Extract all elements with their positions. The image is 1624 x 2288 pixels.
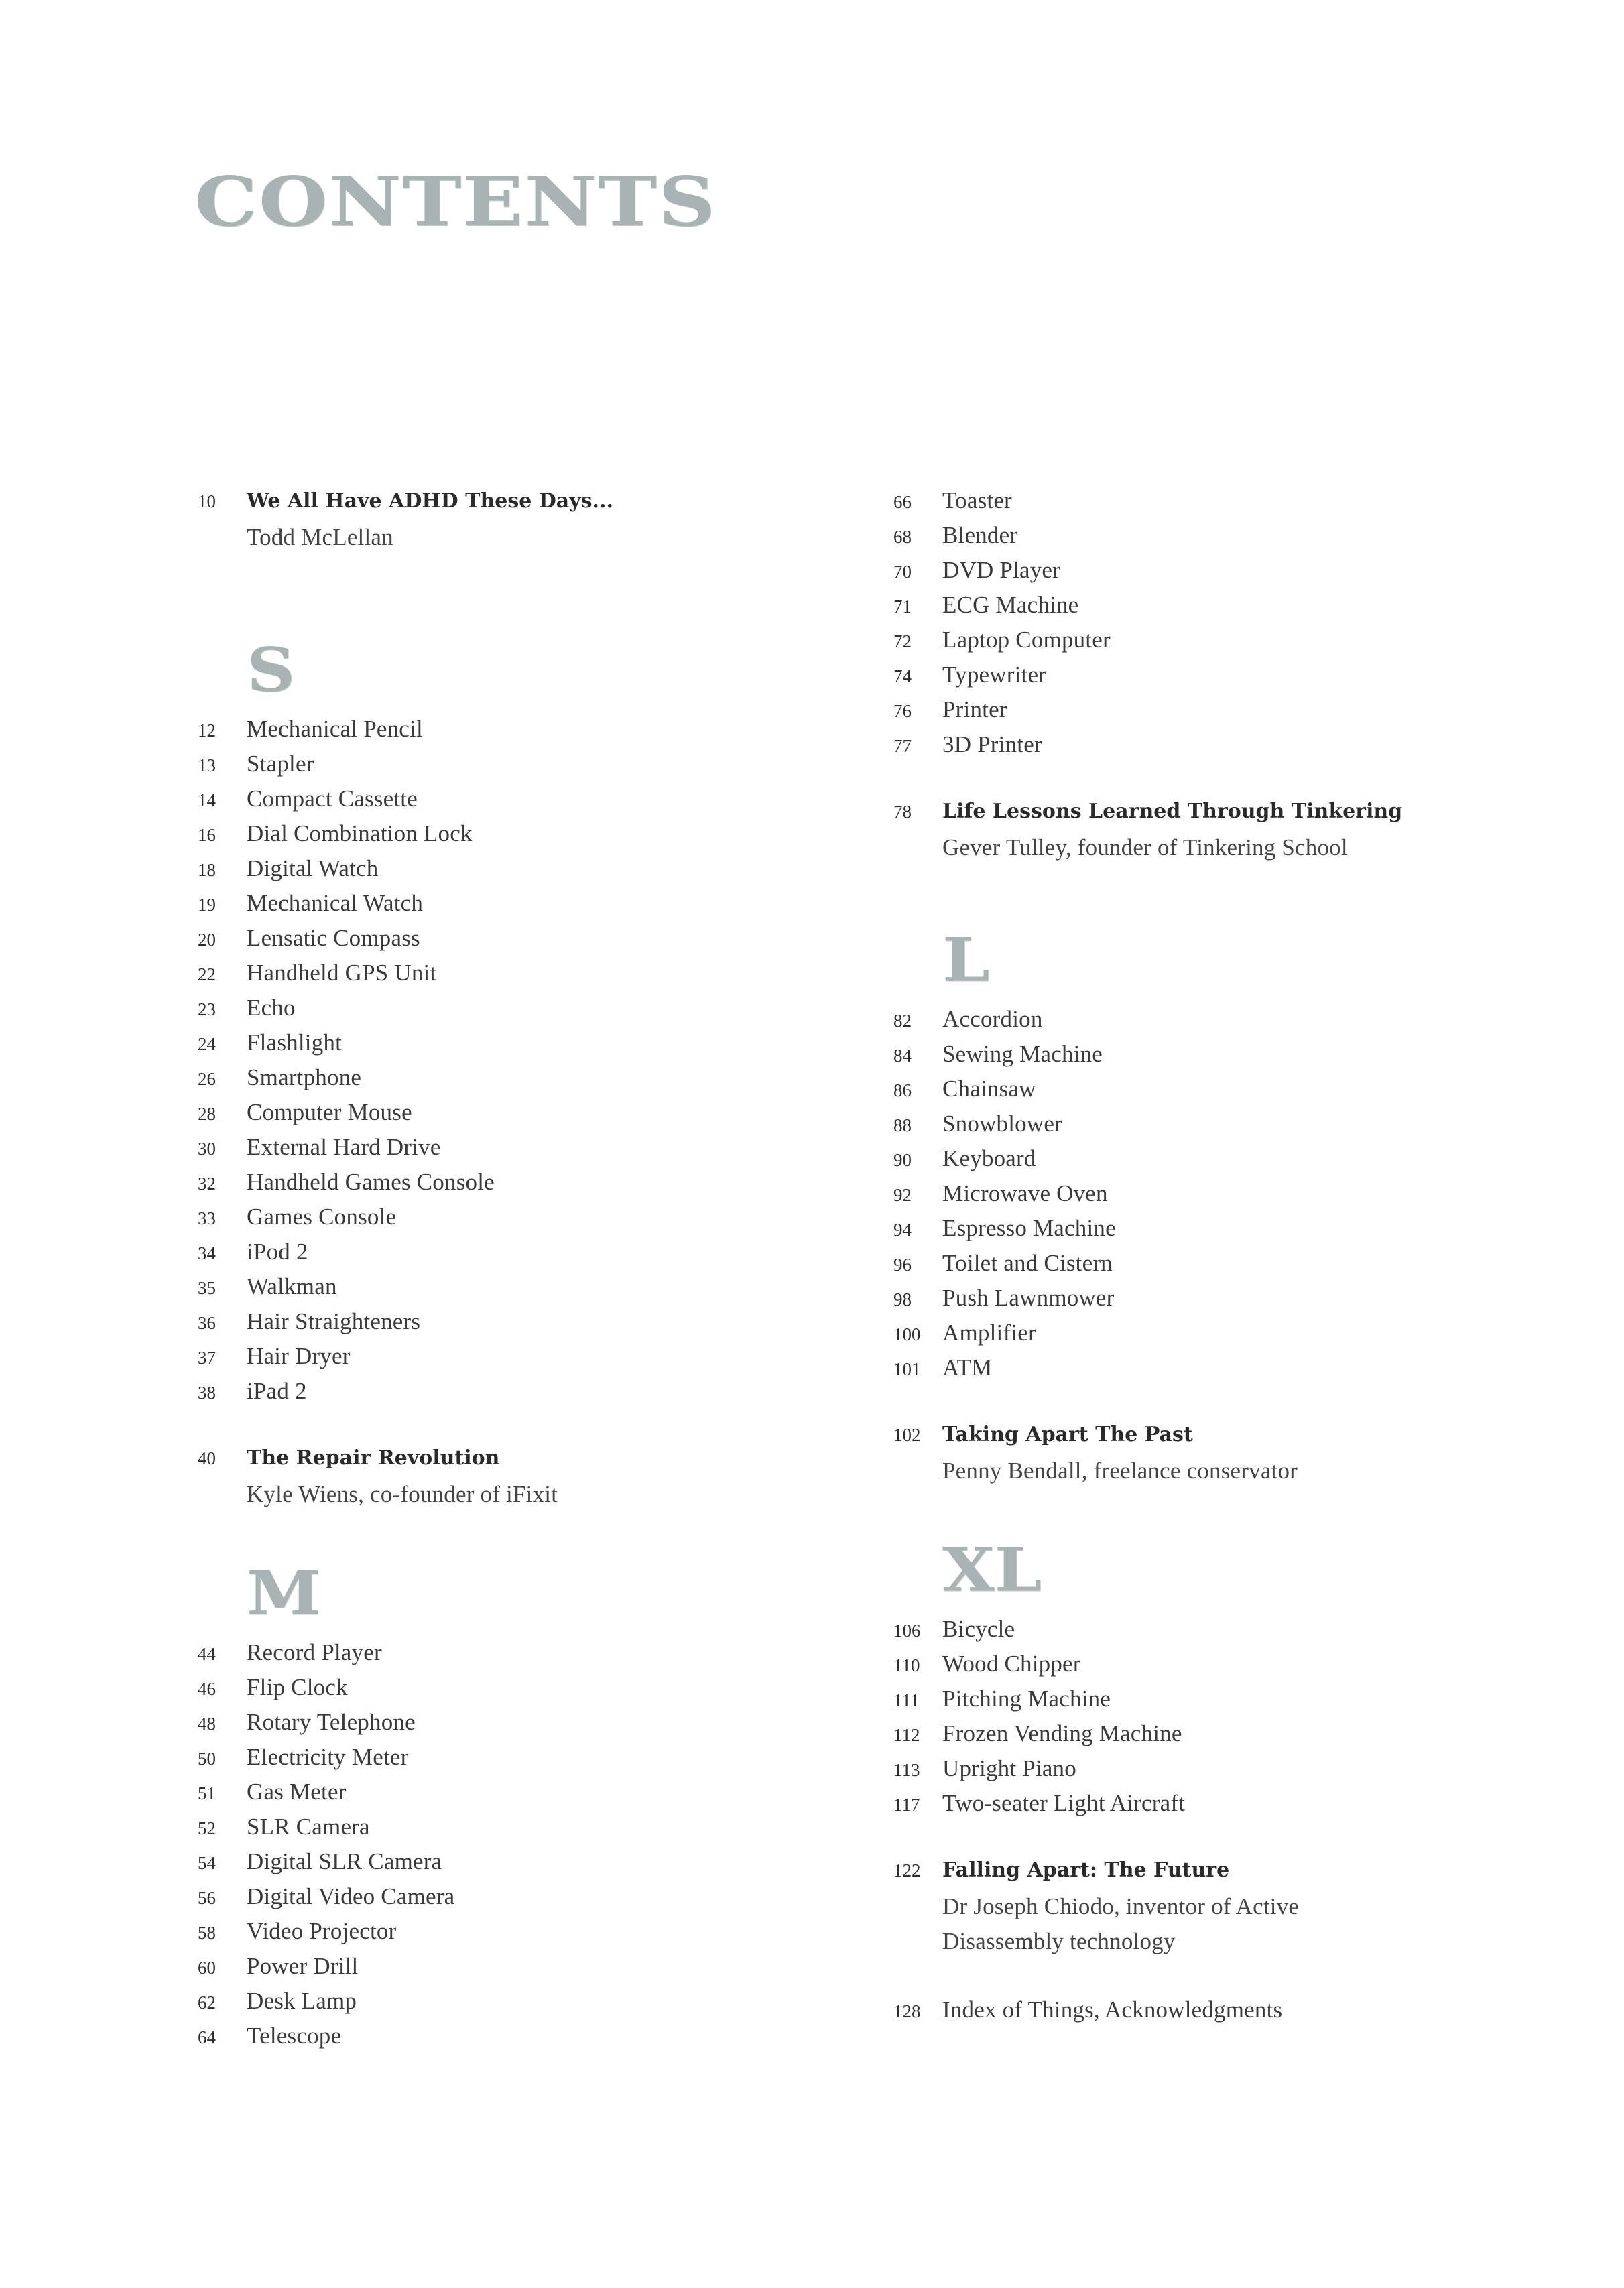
item-name: Bicycle <box>942 1616 1015 1642</box>
toc-list-item[interactable] <box>893 1250 1497 1285</box>
page-number: 111 <box>893 1690 920 1710</box>
toc-list-item[interactable] <box>893 1755 1497 1790</box>
toc-list-item[interactable] <box>198 1204 801 1238</box>
page-number: 58 <box>198 1923 216 1943</box>
toc-list-item[interactable] <box>198 2023 801 2057</box>
item-name: Handheld Games Console <box>247 1169 495 1195</box>
page-title: CONTENTS <box>194 161 717 242</box>
page-number: 62 <box>198 1992 216 2013</box>
toc-list-item[interactable] <box>893 1145 1497 1180</box>
toc-list-item[interactable] <box>198 1378 801 1413</box>
item-name: Stapler <box>247 751 314 777</box>
item-name: Flashlight <box>247 1029 342 1056</box>
item-name: iPad 2 <box>247 1378 307 1404</box>
item-name: Amplifier <box>942 1320 1036 1346</box>
item-name: Power Drill <box>247 1953 359 1979</box>
item-name: Snowblower <box>942 1110 1062 1137</box>
page-number: 101 <box>893 1359 921 1379</box>
left-column <box>198 489 801 2057</box>
item-name: iPod 2 <box>247 1238 308 1265</box>
item-name: Dial Combination Lock <box>247 820 473 846</box>
toc-list-item[interactable] <box>198 716 801 751</box>
item-name: Microwave Oven <box>942 1180 1108 1206</box>
item-name: ATM <box>942 1354 993 1381</box>
page-number: 24 <box>198 1034 216 1054</box>
section-l-list <box>893 1006 1497 1389</box>
toc-list-item[interactable] <box>198 1169 801 1204</box>
page-number: 71 <box>893 596 912 617</box>
item-name: Digital Watch <box>247 855 379 881</box>
page-number: 52 <box>198 1818 216 1838</box>
item-name: Record Player <box>247 1639 382 1665</box>
page-number: 32 <box>198 1173 216 1194</box>
toc-list-item[interactable] <box>198 890 801 925</box>
toc-list-item[interactable] <box>198 1639 801 1674</box>
item-name: Smartphone <box>247 1064 362 1090</box>
toc-list-item[interactable] <box>893 627 1497 661</box>
toc-list-item[interactable] <box>198 1064 801 1099</box>
toc-entry-repair-revolution[interactable] <box>198 1446 801 1516</box>
entry-title: We All Have ADHD These Days... <box>247 489 613 513</box>
item-name: Echo <box>247 995 296 1021</box>
item-name: DVD Player <box>942 557 1060 583</box>
toc-list-item[interactable] <box>893 592 1497 627</box>
item-name: Wood Chipper <box>942 1651 1081 1677</box>
toc-entry-taking-apart-past[interactable] <box>893 1423 1497 1492</box>
toc-list-item[interactable] <box>198 751 801 785</box>
entry-author-line-2: Disassembly technology <box>942 1928 1176 1954</box>
entry-title: Taking Apart The Past <box>942 1423 1193 1446</box>
page-number: 82 <box>893 1011 912 1031</box>
toc-list-item[interactable] <box>893 1686 1497 1720</box>
item-name: Walkman <box>247 1273 337 1299</box>
page-number: 78 <box>893 802 912 822</box>
item-name: Keyboard <box>942 1145 1036 1171</box>
page-number: 40 <box>198 1448 216 1468</box>
item-name: External Hard Drive <box>247 1134 441 1160</box>
item-name: Push Lawnmower <box>942 1285 1115 1311</box>
page-number: 92 <box>893 1185 912 1205</box>
page-number: 74 <box>893 666 912 686</box>
toc-list-item[interactable] <box>893 661 1497 696</box>
toc-list-item[interactable] <box>198 1953 801 1988</box>
toc-list-item[interactable] <box>893 1110 1497 1145</box>
item-name: Mechanical Pencil <box>247 716 423 742</box>
item-name: Handheld GPS Unit <box>247 960 437 986</box>
section-m-continued-list <box>893 487 1497 766</box>
page-number: 48 <box>198 1714 216 1734</box>
toc-list-item[interactable] <box>893 1320 1497 1354</box>
item-name: Compact Cassette <box>247 785 418 812</box>
page-number: 68 <box>893 527 912 547</box>
toc-list-item[interactable] <box>893 487 1497 522</box>
item-name: Gas Meter <box>247 1779 347 1805</box>
item-name: Espresso Machine <box>942 1215 1116 1241</box>
item-name: Upright Piano <box>942 1755 1076 1781</box>
page-number: 112 <box>893 1725 920 1745</box>
entry-title: Life Lessons Learned Through Tinkering <box>942 800 1403 823</box>
toc-list-item[interactable] <box>198 925 801 960</box>
page-number: 33 <box>198 1208 216 1228</box>
item-name: Digital Video Camera <box>247 1883 455 1909</box>
toc-entry-falling-apart[interactable] <box>893 1858 1497 1963</box>
toc-list-item[interactable] <box>198 1814 801 1848</box>
toc-list-item[interactable] <box>893 1076 1497 1110</box>
toc-entry-life-lessons[interactable] <box>893 800 1497 869</box>
item-name: Pitching Machine <box>942 1686 1111 1712</box>
page-number: 23 <box>198 999 216 1019</box>
page-number: 30 <box>198 1139 216 1159</box>
item-name: Toaster <box>942 487 1012 513</box>
page-number: 72 <box>893 631 912 651</box>
item-name: SLR Camera <box>247 1814 370 1840</box>
toc-list-item[interactable] <box>893 1041 1497 1076</box>
toc-list-item[interactable] <box>198 1099 801 1134</box>
item-name: Lensatic Compass <box>247 925 420 951</box>
toc-list-item[interactable] <box>198 1848 801 1883</box>
toc-list-item[interactable] <box>198 1883 801 1918</box>
item-name: Rotary Telephone <box>247 1709 416 1735</box>
page-number: 35 <box>198 1278 216 1298</box>
page-number: 110 <box>893 1655 920 1675</box>
item-name: Flip Clock <box>247 1674 348 1700</box>
toc-list-item[interactable] <box>893 696 1497 731</box>
item-name: Desk Lamp <box>247 1988 357 2014</box>
section-xl-list <box>893 1616 1497 1825</box>
toc-entry-index[interactable] <box>893 1996 1497 2031</box>
toc-entry-intro[interactable] <box>198 489 801 559</box>
item-name: Typewriter <box>942 661 1047 688</box>
page-number: 14 <box>198 790 216 810</box>
item-name: Telescope <box>247 2023 342 2049</box>
item-name: Hair Dryer <box>247 1343 351 1369</box>
toc-list-item[interactable] <box>198 960 801 995</box>
item-name: Toilet and Cistern <box>942 1250 1113 1276</box>
item-name: 3D Printer <box>942 731 1042 757</box>
item-name: Frozen Vending Machine <box>942 1720 1182 1746</box>
toc-list-item[interactable] <box>198 1674 801 1709</box>
toc-list-item[interactable] <box>198 785 801 820</box>
page-number: 113 <box>893 1760 920 1780</box>
page-number: 96 <box>893 1255 912 1275</box>
toc-list-item[interactable] <box>198 1988 801 2023</box>
section-heading-m: M <box>247 1557 321 1629</box>
page-number: 19 <box>198 895 216 915</box>
page-number: 77 <box>893 736 912 756</box>
toc-list-item[interactable] <box>893 1285 1497 1320</box>
toc-list-item[interactable] <box>198 1779 801 1814</box>
item-name: Printer <box>942 696 1007 722</box>
page-number: 36 <box>198 1313 216 1333</box>
toc-list-item[interactable] <box>893 1215 1497 1250</box>
item-name: Sewing Machine <box>942 1041 1103 1067</box>
page-number: 12 <box>198 720 216 741</box>
page-number: 94 <box>893 1220 912 1240</box>
page-number: 18 <box>198 860 216 880</box>
toc-list-item[interactable] <box>198 1709 801 1744</box>
toc-list-item[interactable] <box>893 731 1497 766</box>
toc-list-item[interactable] <box>893 1006 1497 1041</box>
entry-author: Kyle Wiens, co-founder of iFixit <box>247 1481 558 1507</box>
entry-author: Gever Tulley, founder of Tinkering School <box>942 834 1348 861</box>
page-number: 20 <box>198 930 216 950</box>
toc-list-item[interactable] <box>893 522 1497 557</box>
page-number: 44 <box>198 1644 216 1664</box>
page-number: 106 <box>893 1620 921 1641</box>
page-number: 28 <box>198 1104 216 1124</box>
toc-list-item[interactable] <box>198 855 801 890</box>
item-name: Laptop Computer <box>942 627 1111 653</box>
item-name: Video Projector <box>247 1918 397 1944</box>
page-number: 54 <box>198 1853 216 1873</box>
page-number: 13 <box>198 755 216 775</box>
toc-list-item[interactable] <box>198 1343 801 1378</box>
section-s-list <box>198 716 801 1413</box>
page-number: 10 <box>198 491 216 511</box>
page-number: 64 <box>198 2027 216 2047</box>
section-heading-l: L <box>942 924 990 996</box>
toc-list-item[interactable] <box>198 1134 801 1169</box>
toc-list-item[interactable] <box>198 1273 801 1308</box>
toc-list-item[interactable] <box>893 1180 1497 1215</box>
section-heading-s: S <box>247 633 296 706</box>
page-number: 98 <box>893 1289 912 1310</box>
section-heading-xl: XL <box>942 1533 1042 1606</box>
toc-list-item[interactable] <box>893 1354 1497 1389</box>
entry-author: Todd McLellan <box>247 524 393 550</box>
item-name: Accordion <box>942 1006 1043 1032</box>
item-name: Mechanical Watch <box>247 890 424 916</box>
toc-list-item[interactable] <box>893 1720 1497 1755</box>
item-name: Chainsaw <box>942 1076 1036 1102</box>
item-name: Games Console <box>247 1204 397 1230</box>
page-number: 37 <box>198 1348 216 1368</box>
item-name: Computer Mouse <box>247 1099 412 1125</box>
entry-author-line-1: Dr Joseph Chiodo, inventor of Active <box>942 1893 1300 1919</box>
item-name: Digital SLR Camera <box>247 1848 442 1874</box>
page-number: 38 <box>198 1383 216 1403</box>
page-number: 128 <box>893 2001 921 2021</box>
entry-title: Falling Apart: The Future <box>942 1858 1230 1882</box>
page-number: 34 <box>198 1243 216 1263</box>
page-number: 26 <box>198 1069 216 1089</box>
page-number: 22 <box>198 964 216 984</box>
page-number: 76 <box>893 701 912 721</box>
page-number: 51 <box>198 1783 216 1803</box>
page-number: 88 <box>893 1115 912 1135</box>
toc-list-item[interactable] <box>198 820 801 855</box>
page-number: 66 <box>893 492 912 512</box>
page-number: 70 <box>893 562 912 582</box>
toc-list-item[interactable] <box>198 1308 801 1343</box>
page-number: 102 <box>893 1425 921 1445</box>
toc-list-item[interactable] <box>893 557 1497 592</box>
page-number: 117 <box>893 1795 920 1815</box>
item-name: Blender <box>942 522 1018 548</box>
page-number: 86 <box>893 1080 912 1100</box>
toc-list-item[interactable] <box>893 1790 1497 1825</box>
section-m-list <box>198 1639 801 2057</box>
toc-list-item[interactable] <box>198 1029 801 1064</box>
page-number: 56 <box>198 1888 216 1908</box>
entry-title: The Repair Revolution <box>247 1446 500 1470</box>
page-number: 60 <box>198 1958 216 1978</box>
entry-title: Index of Things, Acknowledgments <box>942 1996 1283 2023</box>
right-column <box>893 487 1497 2031</box>
page-number: 90 <box>893 1150 912 1170</box>
page-number: 84 <box>893 1045 912 1066</box>
item-name: Two-seater Light Aircraft <box>942 1790 1186 1816</box>
item-name: Hair Straighteners <box>247 1308 421 1334</box>
entry-author: Penny Bendall, freelance conservator <box>942 1458 1298 1484</box>
item-name: ECG Machine <box>942 592 1079 618</box>
item-name: Electricity Meter <box>247 1744 409 1770</box>
toc-list-item[interactable] <box>198 1918 801 1953</box>
page-number: 122 <box>893 1860 921 1881</box>
page-number: 46 <box>198 1679 216 1699</box>
toc-list-item[interactable] <box>198 995 801 1029</box>
page-number: 50 <box>198 1749 216 1769</box>
toc-list-item[interactable] <box>198 1238 801 1273</box>
toc-list-item[interactable] <box>198 1744 801 1779</box>
toc-list-item[interactable] <box>893 1616 1497 1651</box>
page-number: 16 <box>198 825 216 845</box>
page-number: 100 <box>893 1324 921 1344</box>
toc-list-item[interactable] <box>893 1651 1497 1686</box>
